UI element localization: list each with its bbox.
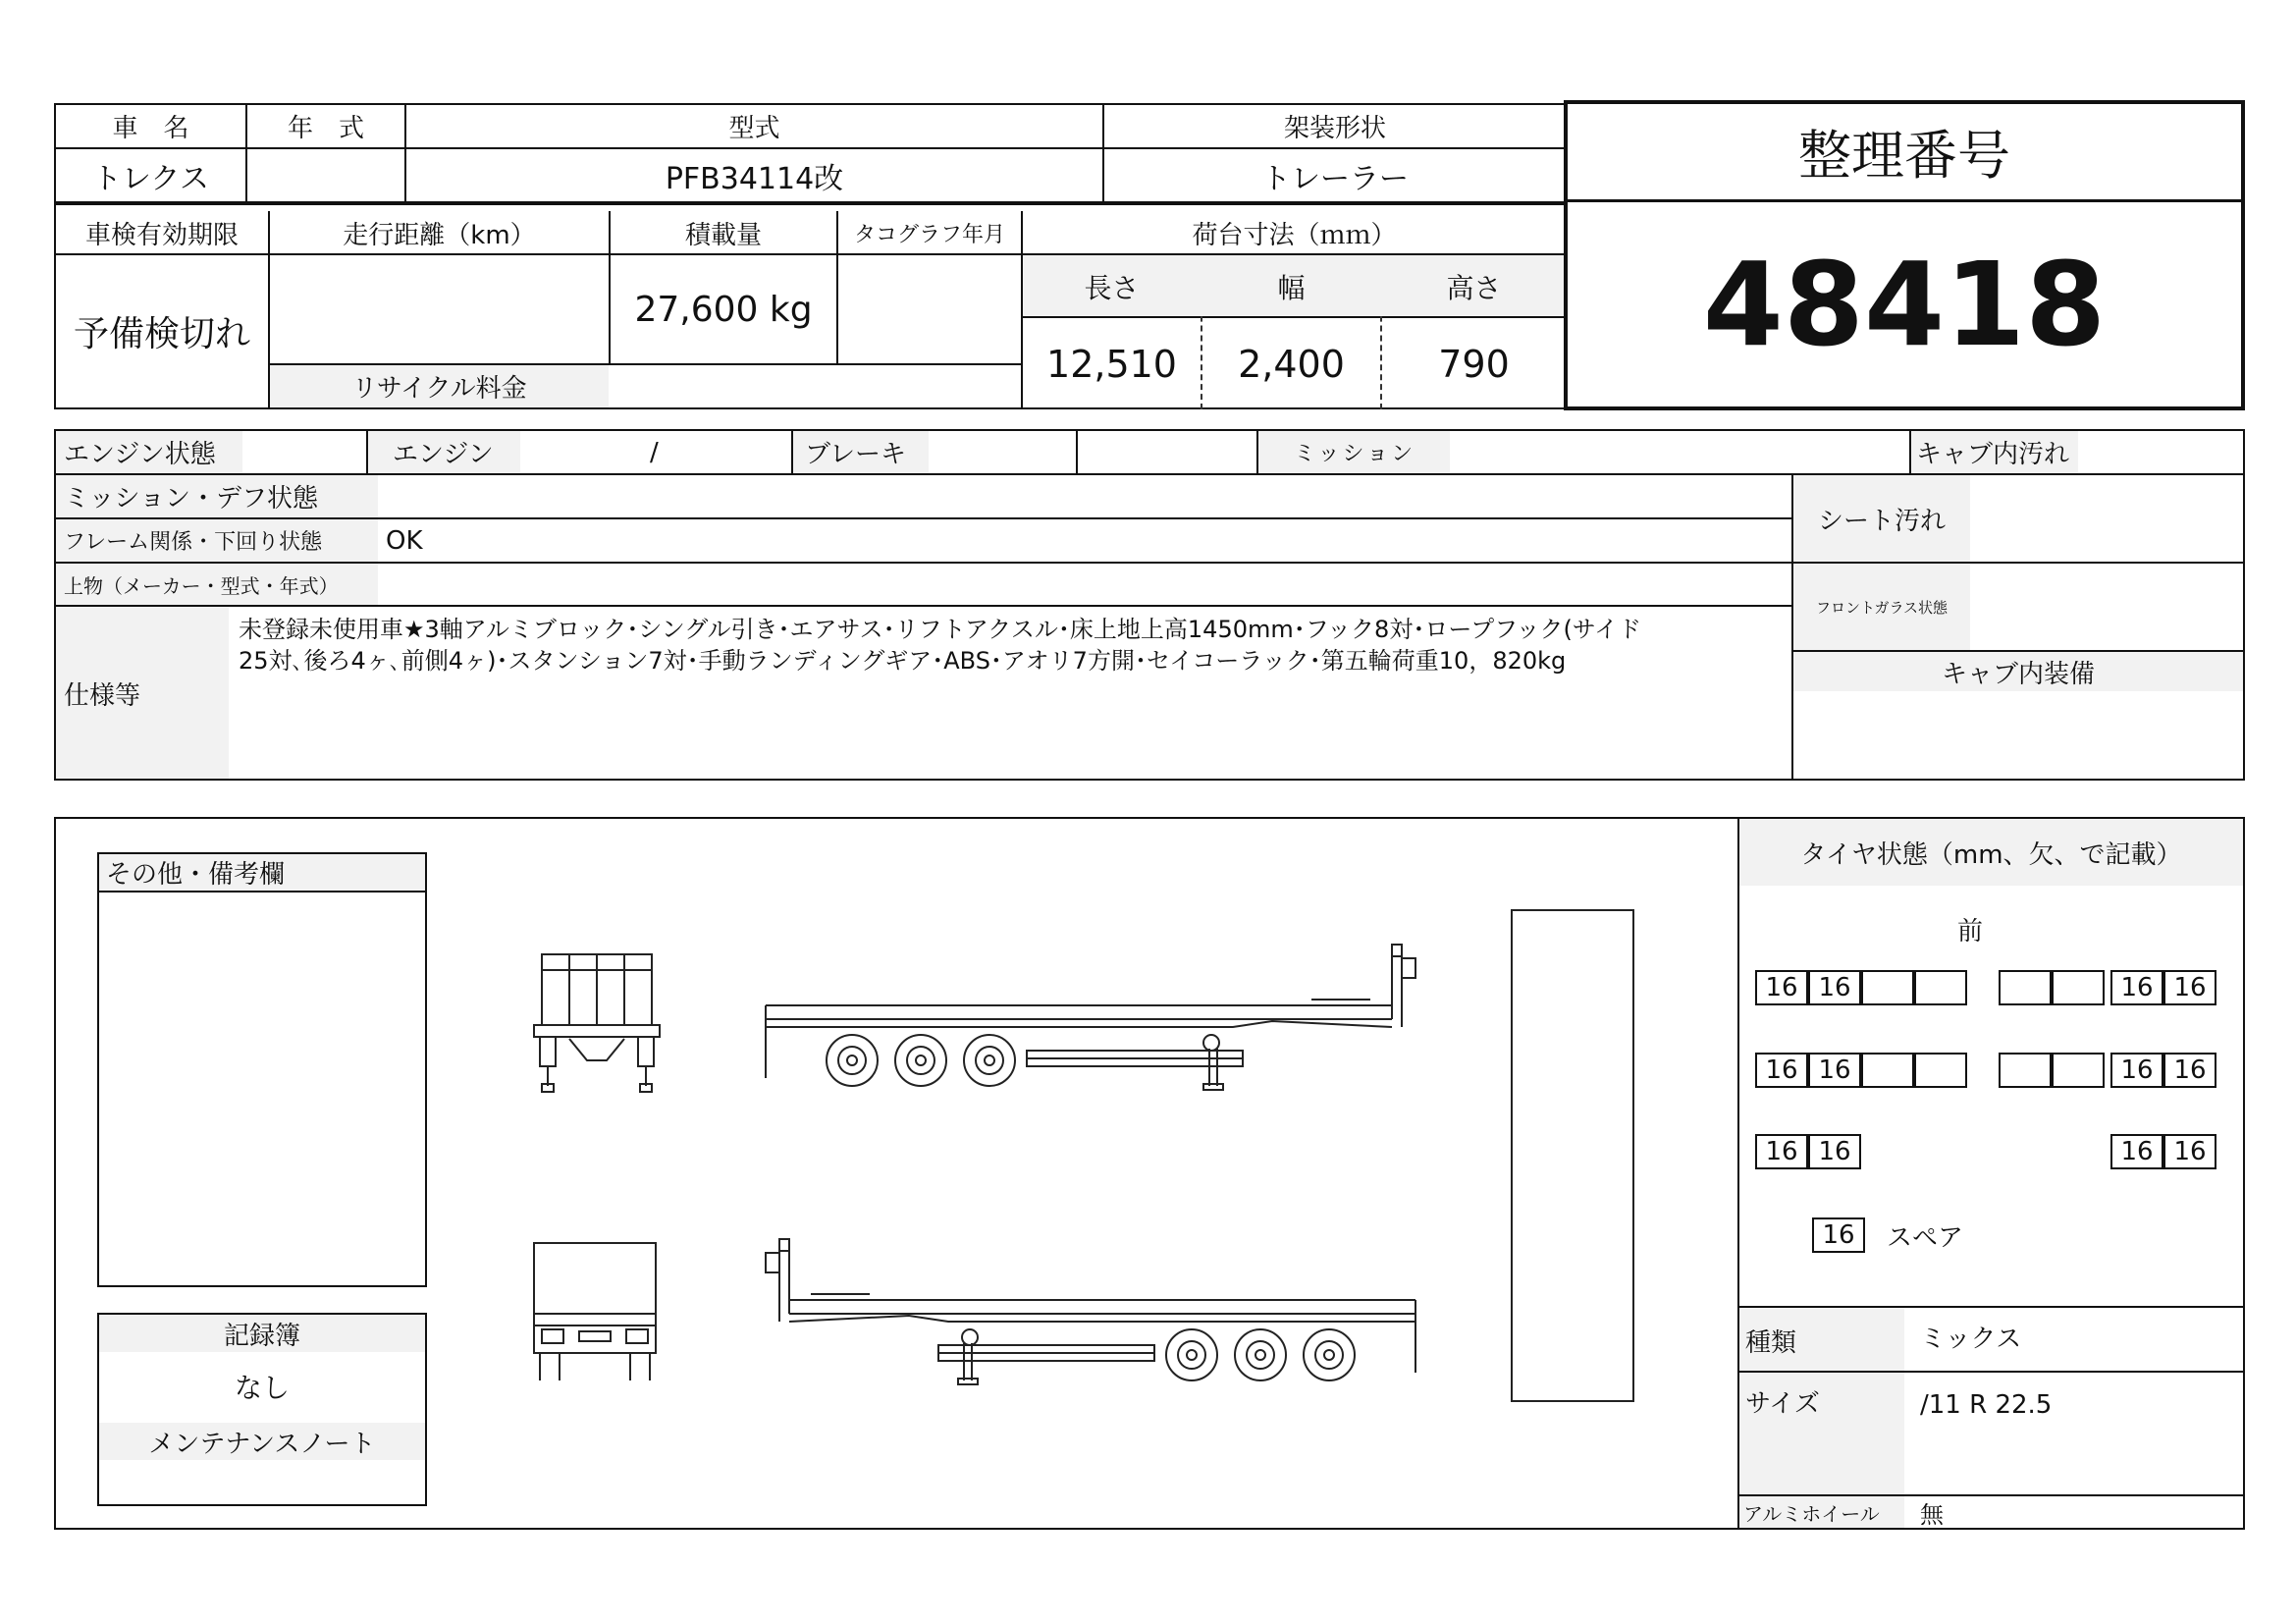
bed-width-value: 2,400 xyxy=(1238,342,1345,386)
tire-r3-l2: 16 xyxy=(1808,1134,1861,1169)
records-label: 記録簿 xyxy=(223,1321,300,1351)
trailer-side-view-icon xyxy=(762,941,1419,1098)
tire-type-value: ミックス xyxy=(1920,1324,2022,1354)
spec-text-line2: 25対､後ろ4ヶ､前側4ヶ)･スタンション7対･手動ランディングギア･ABS･アオリ7方開･セイコーラック･第五輪荷重10，820kg xyxy=(239,646,1567,675)
remarks-box xyxy=(97,852,427,1287)
spare-tire: 16 xyxy=(1812,1217,1865,1253)
alumi-wheel-value: 無 xyxy=(1920,1500,1944,1529)
tire-r1-r3: 16 xyxy=(2110,970,2163,1005)
tire-r2-r4: 16 xyxy=(2163,1053,2216,1088)
mission-diff-label: ミッション・デフ状態 xyxy=(64,484,318,514)
trailer-top-view-icon xyxy=(1510,908,1637,1404)
tire-r3-r2: 16 xyxy=(2163,1134,2216,1169)
tire-r2-r2 xyxy=(2052,1053,2105,1088)
tire-r1-r4: 16 xyxy=(2163,970,2216,1005)
tire-r2-l4 xyxy=(1914,1053,1967,1088)
recycle-label: リサイクル料金 xyxy=(351,374,527,404)
spare-label: スペア xyxy=(1887,1222,1964,1253)
mileage-label: 走行距離（km） xyxy=(343,221,536,250)
tire-r1-l1: 16 xyxy=(1755,970,1808,1005)
tachograph-label: タコグラフ年月 xyxy=(853,223,1005,247)
tire-r1-r1 xyxy=(1999,970,2052,1005)
tire-r3-r1: 16 xyxy=(2110,1134,2163,1169)
mileage-value xyxy=(270,255,609,363)
tire-r1-l3 xyxy=(1861,970,1914,1005)
trailer-rear-view-icon xyxy=(530,1239,663,1386)
cab-dirt-label: キャブ内汚れ xyxy=(1916,440,2070,469)
vehicle-name-value: トレクス xyxy=(91,161,210,196)
brake-label: ブレーキ xyxy=(805,440,906,469)
inspection-label: 車検有効期限 xyxy=(84,221,239,250)
trailer-side-view-mirrored-icon xyxy=(762,1235,1419,1392)
bed-height-value: 790 xyxy=(1438,342,1510,386)
bed-dimensions-label: 荷台寸法（ｍｍ） xyxy=(1192,221,1397,250)
remarks-label: その他・備考欄 xyxy=(106,860,286,890)
body-type-label: 架装形状 xyxy=(1283,114,1386,143)
mission-label: ミッション xyxy=(1294,442,1416,466)
tire-r1-l4 xyxy=(1914,970,1967,1005)
tachograph-value xyxy=(838,255,1021,363)
trailer-front-view-icon xyxy=(530,950,663,1098)
records-value: なし xyxy=(234,1372,290,1404)
spec-label: 仕様等 xyxy=(64,680,141,711)
tire-r2-r3: 16 xyxy=(2110,1053,2163,1088)
reference-number-label: 整理番号 xyxy=(1798,125,2010,187)
tire-r1-l2: 16 xyxy=(1808,970,1861,1005)
maintenance-note-label: メンテナンスノート xyxy=(148,1429,376,1459)
bed-length-value: 12,510 xyxy=(1046,342,1177,386)
bed-length-label: 長さ xyxy=(1084,272,1140,304)
seat-dirt-label: シート汚れ xyxy=(1817,506,1946,536)
windshield-label: フロントガラス状態 xyxy=(1815,598,1949,617)
tire-size-value: /11 R 22.5 xyxy=(1920,1390,2053,1420)
engine-label: エンジン xyxy=(393,440,494,469)
tire-r2-l3 xyxy=(1861,1053,1914,1088)
spec-text-line1: 未登録未使用車★3軸アルミブロック･シングル引き･エアサス･リフトアクスル･床上地上高1450mm･フック8対･ロープフック(サイド xyxy=(239,615,1642,643)
alumi-wheel-label: アルミホイール xyxy=(1743,1501,1880,1526)
tire-r2-l2: 16 xyxy=(1808,1053,1861,1088)
tire-size-label: サイズ xyxy=(1745,1388,1820,1419)
tire-r3-l1: 16 xyxy=(1755,1134,1808,1169)
model-value: PFB34114改 xyxy=(665,161,844,196)
tire-r2-r1 xyxy=(1999,1053,2052,1088)
tire-r1-r2 xyxy=(2052,970,2105,1005)
upper-body-label: 上物（メーカー・型式・年式） xyxy=(64,573,339,598)
front-label: 前 xyxy=(1956,916,1983,947)
reference-number-value: 48418 xyxy=(1702,237,2107,372)
tire-condition-title: タイヤ状態（mm、欠、で記載） xyxy=(1800,839,2182,870)
bed-width-label: 幅 xyxy=(1277,272,1306,304)
inspection-value: 予備検切れ xyxy=(73,314,250,354)
year-value xyxy=(247,149,404,201)
frame-label: フレーム関係・下回り状態 xyxy=(64,530,323,555)
recycle-value xyxy=(611,365,1021,407)
year-label: 年 式 xyxy=(287,114,364,143)
vehicle-name-label: 車 名 xyxy=(112,114,189,143)
model-label: 型式 xyxy=(728,114,780,143)
tire-r2-l1: 16 xyxy=(1755,1053,1808,1088)
frame-value: OK xyxy=(386,525,423,556)
engine-state-label: エンジン状態 xyxy=(64,440,216,469)
bed-height-label: 高さ xyxy=(1446,272,1502,304)
cab-equipment-label: キャブ内装備 xyxy=(1941,659,2095,689)
capacity-value: 27,600 kg xyxy=(634,289,813,330)
body-type-value: トレーラー xyxy=(1261,161,1409,196)
tire-type-label: 種類 xyxy=(1745,1327,1797,1358)
engine-slash: / xyxy=(650,437,659,467)
capacity-label: 積載量 xyxy=(684,221,762,250)
